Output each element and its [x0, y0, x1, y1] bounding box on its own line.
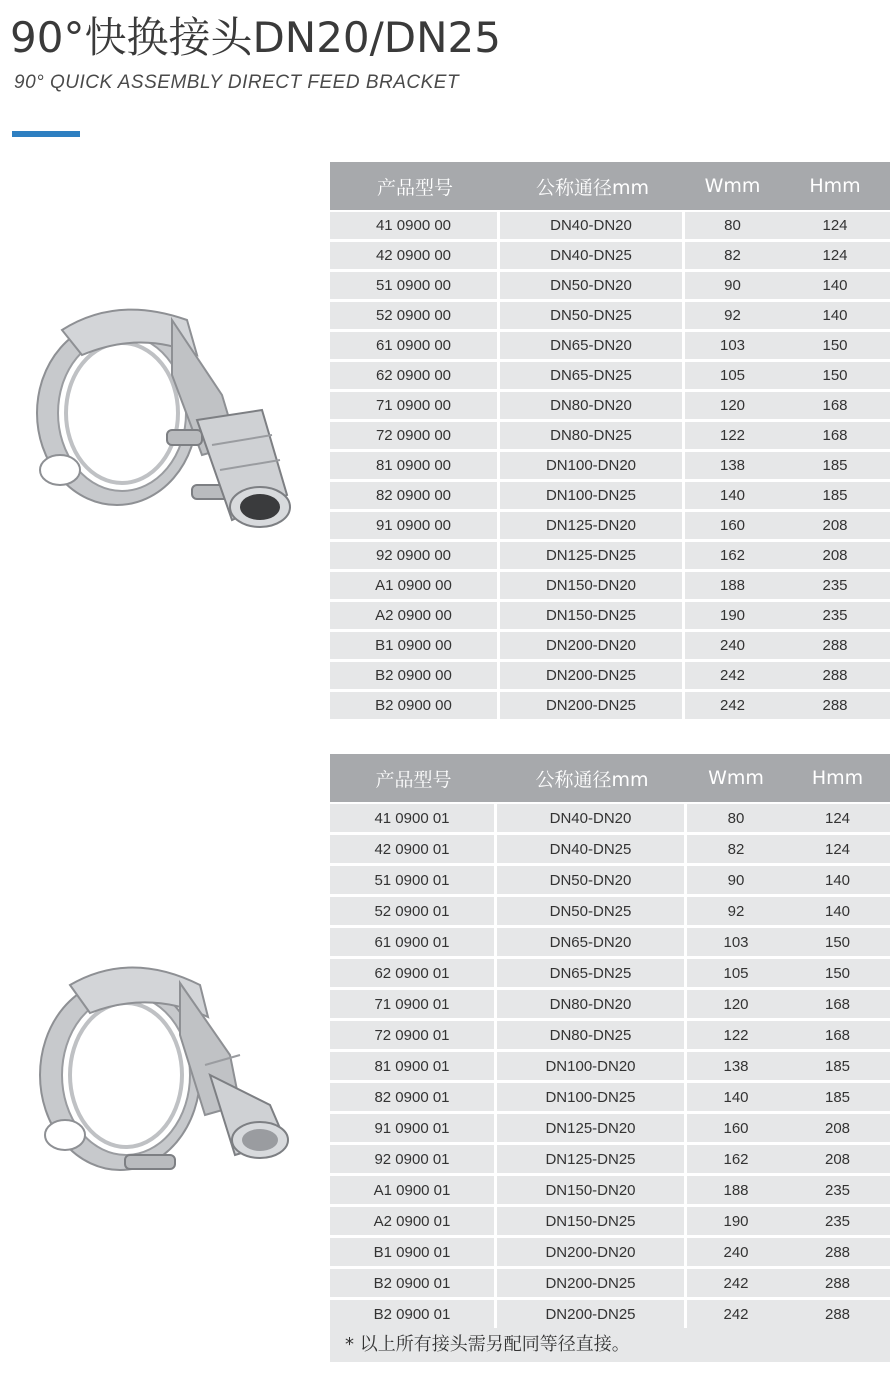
cell-h: 235 — [780, 602, 890, 632]
table-row — [330, 392, 890, 422]
cell-nominal-diameter: DN125-DN20 — [497, 1114, 687, 1145]
cell-nominal-diameter: DN150-DN25 — [500, 602, 685, 632]
cell-nominal-diameter: DN80-DN20 — [500, 392, 685, 422]
table-row — [330, 1238, 890, 1269]
cell-h: 168 — [785, 1021, 890, 1052]
cell-nominal-diameter: DN80-DN25 — [497, 1021, 687, 1052]
cell-w: 188 — [687, 1176, 785, 1207]
cell-w: 162 — [687, 1145, 785, 1176]
cell-w: 122 — [685, 422, 780, 452]
cell-model: 82 0900 00 — [330, 482, 500, 512]
spec-table-01 — [330, 754, 890, 1331]
cell-model: 51 0900 01 — [330, 866, 497, 897]
cell-w: 103 — [687, 928, 785, 959]
cell-h: 208 — [780, 542, 890, 572]
table-row — [330, 1083, 890, 1114]
cell-model: 52 0900 00 — [330, 302, 500, 332]
table-row — [330, 272, 890, 302]
table-header-row — [330, 162, 890, 210]
table-row — [330, 512, 890, 542]
cell-model: B1 0900 00 — [330, 632, 500, 662]
cell-nominal-diameter: DN50-DN20 — [500, 272, 685, 302]
cell-nominal-diameter: DN200-DN20 — [500, 632, 685, 662]
col-header-w: Wmm — [687, 754, 785, 802]
cell-nominal-diameter: DN200-DN25 — [500, 692, 685, 722]
cell-w: 103 — [685, 332, 780, 362]
table-row — [330, 692, 890, 722]
cell-model: B2 0900 01 — [330, 1269, 497, 1300]
cell-nominal-diameter: DN150-DN20 — [500, 572, 685, 602]
cell-nominal-diameter: DN200-DN25 — [497, 1300, 687, 1331]
cell-model: A1 0900 00 — [330, 572, 500, 602]
cell-model: 91 0900 00 — [330, 512, 500, 542]
cell-w: 138 — [687, 1052, 785, 1083]
cell-nominal-diameter: DN65-DN25 — [497, 959, 687, 990]
table-row — [330, 897, 890, 928]
cell-w: 105 — [685, 362, 780, 392]
cell-h: 288 — [785, 1238, 890, 1269]
table-row — [330, 482, 890, 512]
cell-nominal-diameter: DN50-DN25 — [497, 897, 687, 928]
cell-model: 42 0900 01 — [330, 835, 497, 866]
table-row — [330, 302, 890, 332]
cell-nominal-diameter: DN40-DN20 — [497, 802, 687, 835]
cell-h: 140 — [780, 302, 890, 332]
table-row — [330, 1176, 890, 1207]
cell-h: 185 — [780, 482, 890, 512]
table-row — [330, 1269, 890, 1300]
cell-h: 288 — [785, 1300, 890, 1331]
cell-model: B2 0900 00 — [330, 692, 500, 722]
cell-w: 188 — [685, 572, 780, 602]
table-body — [330, 802, 890, 1331]
cell-model: A1 0900 01 — [330, 1176, 497, 1207]
cell-h: 235 — [785, 1176, 890, 1207]
cell-w: 92 — [687, 897, 785, 928]
cell-model: 81 0900 00 — [330, 452, 500, 482]
cell-nominal-diameter: DN80-DN20 — [497, 990, 687, 1021]
cell-h: 208 — [785, 1114, 890, 1145]
cell-model: A2 0900 00 — [330, 602, 500, 632]
table-row — [330, 362, 890, 392]
cell-nominal-diameter: DN125-DN25 — [497, 1145, 687, 1176]
cell-nominal-diameter: DN150-DN25 — [497, 1207, 687, 1238]
table-row — [330, 802, 890, 835]
col-header-nominal-diameter: 公称通径mm — [500, 162, 685, 210]
cell-h: 124 — [785, 802, 890, 835]
page-title: 90°快换接头DN20/DN25 — [10, 13, 501, 62]
cell-w: 105 — [687, 959, 785, 990]
col-header-nominal-diameter: 公称通径mm — [497, 754, 687, 802]
page-subtitle: 90° QUICK ASSEMBLY DIRECT FEED BRACKET — [14, 72, 460, 93]
cell-h: 185 — [780, 452, 890, 482]
cell-w: 140 — [685, 482, 780, 512]
cell-h: 185 — [785, 1083, 890, 1114]
table-row — [330, 1114, 890, 1145]
table-row — [330, 210, 890, 242]
cell-model: 42 0900 00 — [330, 242, 500, 272]
clamp-product-image-short — [30, 955, 300, 1195]
cell-model: 61 0900 01 — [330, 928, 497, 959]
cell-model: B2 0900 01 — [330, 1300, 497, 1331]
cell-model: 62 0900 01 — [330, 959, 497, 990]
cell-nominal-diameter: DN100-DN25 — [497, 1083, 687, 1114]
cell-model: 71 0900 00 — [330, 392, 500, 422]
cell-nominal-diameter: DN125-DN25 — [500, 542, 685, 572]
cell-w: 80 — [687, 802, 785, 835]
cell-nominal-diameter: DN50-DN20 — [497, 866, 687, 897]
cell-w: 82 — [687, 835, 785, 866]
col-header-model: 产品型号 — [330, 162, 500, 210]
cell-w: 120 — [687, 990, 785, 1021]
cell-w: 80 — [685, 210, 780, 242]
table-row — [330, 959, 890, 990]
cell-nominal-diameter: DN50-DN25 — [500, 302, 685, 332]
cell-nominal-diameter: DN65-DN20 — [497, 928, 687, 959]
spec-table-00 — [330, 162, 890, 722]
cell-model: 71 0900 01 — [330, 990, 497, 1021]
cell-w: 90 — [687, 866, 785, 897]
cell-nominal-diameter: DN40-DN25 — [500, 242, 685, 272]
cell-nominal-diameter: DN150-DN20 — [497, 1176, 687, 1207]
cell-w: 138 — [685, 452, 780, 482]
cell-h: 150 — [785, 959, 890, 990]
table-row — [330, 452, 890, 482]
accent-bar — [12, 131, 80, 137]
cell-w: 140 — [687, 1083, 785, 1114]
cell-model: 41 0900 00 — [330, 210, 500, 242]
table-row — [330, 1207, 890, 1238]
col-header-h: Hmm — [780, 162, 890, 210]
cell-w: 120 — [685, 392, 780, 422]
cell-model: 82 0900 01 — [330, 1083, 497, 1114]
table-row — [330, 572, 890, 602]
table-row — [330, 542, 890, 572]
cell-model: 72 0900 00 — [330, 422, 500, 452]
cell-nominal-diameter: DN100-DN25 — [500, 482, 685, 512]
cell-h: 168 — [780, 422, 890, 452]
table-row — [330, 332, 890, 362]
cell-w: 242 — [685, 692, 780, 722]
cell-model: 61 0900 00 — [330, 332, 500, 362]
cell-h: 208 — [785, 1145, 890, 1176]
table-row — [330, 662, 890, 692]
col-header-w: Wmm — [685, 162, 780, 210]
cell-h: 185 — [785, 1052, 890, 1083]
cell-h: 140 — [785, 866, 890, 897]
cell-w: 90 — [685, 272, 780, 302]
cell-model: 51 0900 00 — [330, 272, 500, 302]
clamp-product-image — [22, 295, 302, 540]
cell-model: 62 0900 00 — [330, 362, 500, 392]
table-row — [330, 866, 890, 897]
cell-w: 122 — [687, 1021, 785, 1052]
col-header-model: 产品型号 — [330, 754, 497, 802]
cell-model: 91 0900 01 — [330, 1114, 497, 1145]
cell-nominal-diameter: DN100-DN20 — [497, 1052, 687, 1083]
cell-nominal-diameter: DN65-DN25 — [500, 362, 685, 392]
cell-h: 208 — [780, 512, 890, 542]
footnote: * 以上所有接头需另配同等径直接。 — [330, 1328, 890, 1362]
cell-w: 190 — [685, 602, 780, 632]
cell-model: 52 0900 01 — [330, 897, 497, 928]
cell-h: 150 — [780, 362, 890, 392]
cell-nominal-diameter: DN200-DN25 — [500, 662, 685, 692]
table-row — [330, 835, 890, 866]
cell-h: 235 — [785, 1207, 890, 1238]
table-row — [330, 632, 890, 662]
table-row — [330, 1021, 890, 1052]
cell-w: 242 — [687, 1269, 785, 1300]
cell-nominal-diameter: DN125-DN20 — [500, 512, 685, 542]
cell-model: 92 0900 00 — [330, 542, 500, 572]
cell-model: B1 0900 01 — [330, 1238, 497, 1269]
cell-nominal-diameter: DN200-DN20 — [497, 1238, 687, 1269]
cell-w: 160 — [685, 512, 780, 542]
cell-w: 190 — [687, 1207, 785, 1238]
table-header-row — [330, 754, 890, 802]
cell-h: 124 — [780, 210, 890, 242]
cell-model: B2 0900 00 — [330, 662, 500, 692]
cell-nominal-diameter: DN65-DN20 — [500, 332, 685, 362]
cell-h: 150 — [780, 332, 890, 362]
cell-w: 162 — [685, 542, 780, 572]
cell-model: A2 0900 01 — [330, 1207, 497, 1238]
col-header-h: Hmm — [785, 754, 890, 802]
table-body — [330, 210, 890, 722]
cell-model: 81 0900 01 — [330, 1052, 497, 1083]
cell-h: 140 — [785, 897, 890, 928]
cell-nominal-diameter: DN40-DN25 — [497, 835, 687, 866]
cell-h: 150 — [785, 928, 890, 959]
cell-model: 41 0900 01 — [330, 802, 497, 835]
cell-h: 168 — [785, 990, 890, 1021]
table-row — [330, 1052, 890, 1083]
cell-w: 82 — [685, 242, 780, 272]
table-row — [330, 1300, 890, 1331]
table-row — [330, 1145, 890, 1176]
cell-h: 140 — [780, 272, 890, 302]
cell-nominal-diameter: DN200-DN25 — [497, 1269, 687, 1300]
cell-w: 240 — [687, 1238, 785, 1269]
cell-h: 288 — [780, 692, 890, 722]
cell-h: 288 — [780, 662, 890, 692]
cell-nominal-diameter: DN40-DN20 — [500, 210, 685, 242]
table-row — [330, 990, 890, 1021]
table-row — [330, 928, 890, 959]
cell-w: 242 — [687, 1300, 785, 1331]
cell-w: 92 — [685, 302, 780, 332]
table-row — [330, 422, 890, 452]
cell-w: 242 — [685, 662, 780, 692]
cell-nominal-diameter: DN100-DN20 — [500, 452, 685, 482]
cell-model: 92 0900 01 — [330, 1145, 497, 1176]
cell-h: 124 — [785, 835, 890, 866]
cell-h: 235 — [780, 572, 890, 602]
cell-h: 288 — [780, 632, 890, 662]
cell-nominal-diameter: DN80-DN25 — [500, 422, 685, 452]
table-row — [330, 602, 890, 632]
cell-w: 160 — [687, 1114, 785, 1145]
table-row — [330, 242, 890, 272]
cell-model: 72 0900 01 — [330, 1021, 497, 1052]
cell-w: 240 — [685, 632, 780, 662]
cell-h: 124 — [780, 242, 890, 272]
cell-h: 288 — [785, 1269, 890, 1300]
cell-h: 168 — [780, 392, 890, 422]
